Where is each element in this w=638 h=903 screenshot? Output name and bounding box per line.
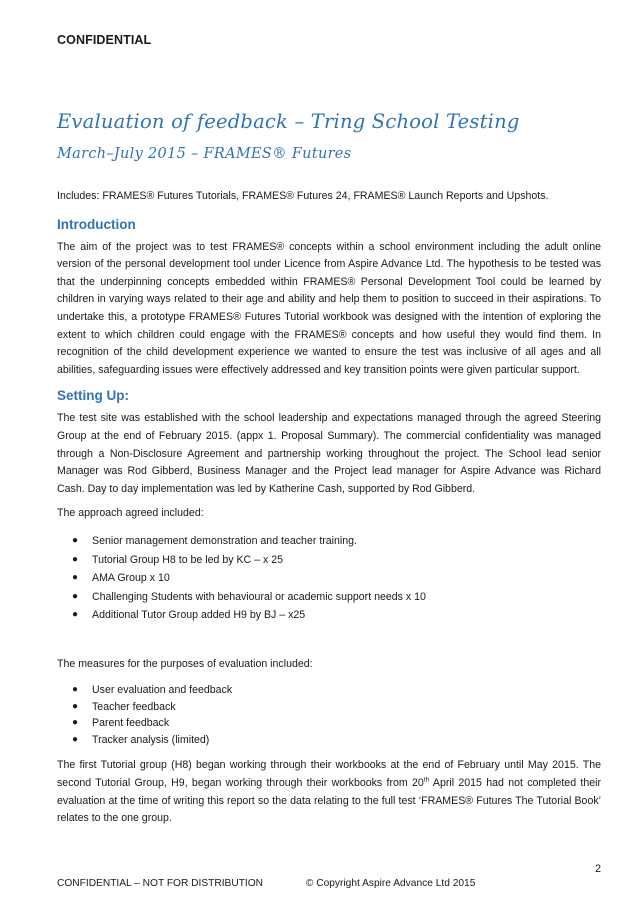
approach-intro: The approach agreed included: (57, 507, 204, 520)
introduction-paragraph: The aim of the project was to test FRAMES® concepts within a school environment including the adult online version of the personal development tool under Licence from Aspire Advance Ltd. The hypothesis to be tested was that the underpinning concepts embedded within FRAMES® Personal Development Tool could be learned by children in varying ways related to their age and ability and help them to position to succeed in their aspirations. To undertake this, a prototype FRAMES® Futures Tutorial workbook was designed with the intention of exploring the extent to which children could engage with the FRAMES® concepts and how useful they would find them. In recognition of the child development experience we wanted to ensure the test was inclusive of all ages and all abilities, safeguarding issues were effectively addressed and key transition points were given particular support. (57, 240, 601, 376)
bullet-icon: ● (72, 733, 79, 745)
bullet-icon: ● (72, 717, 79, 729)
introduction-heading: Introduction (57, 216, 136, 232)
setting-up-heading: Setting Up: (57, 388, 129, 404)
bullet-icon: ● (72, 590, 79, 602)
bullet-icon: ● (72, 553, 79, 565)
closing-paragraph: The first Tutorial group (H8) began working through their workbooks at the end of February until May 2015. The second Tutorial Group, H9, began working through their workbooks from 20th April 2015 had not completed their evaluation at the time of writing this report so the data relating to the full test ‘FRAMES® Futures The Tutorial Book’ relates to the one group. (57, 759, 601, 825)
approach-list (57, 532, 601, 625)
footer-confidential: CONFIDENTIAL – NOT FOR DISTRIBUTION (57, 878, 264, 889)
bullet-icon: ● (72, 572, 79, 584)
list-item: ● Teacher feedback (57, 699, 601, 716)
footer-copyright: © Copyright Aspire Advance Ltd 2015 (305, 878, 476, 889)
document-subtitle: March–July 2015 – FRAMES® Futures (57, 146, 352, 162)
document-body (57, 188, 601, 835)
measures-intro: The measures for the purposes of evaluation included: (57, 657, 313, 670)
setting-up-paragraph: The test site was established with the school leadership and expectations managed through the agreed Steering Group at the end of February 2015. (appx 1. Proposal Summary). The commercial confidentiality was managed through a Non-Disclosure Agreement and partnership working throughout the project. The School lead senior Manager was Rod Gibberd, Business Manager and the Project lead manager for Aspire Advance was Richard Cash. Day to day implementation was led by Katherine Cash, supported by Rod Gibberd. (57, 412, 601, 495)
bullet-icon: ● (72, 684, 79, 696)
list-item: ● AMA Group x 10 (57, 569, 601, 588)
list-item: ● User evaluation and feedback (57, 682, 601, 699)
bullet-icon: ● (72, 609, 79, 621)
spacer (57, 634, 601, 656)
measures-list (57, 682, 601, 748)
page-number: 2 (595, 863, 601, 875)
list-item: ● Senior management demonstration and teacher training. (57, 532, 601, 551)
list-item: ● Additional Tutor Group added H9 by BJ – x25 (57, 606, 601, 625)
bullet-icon: ● (72, 534, 79, 546)
includes-line: Includes: FRAMES® Futures Tutorials, FRAMES® Futures 24, FRAMES® Launch Reports and Upshots. (57, 190, 549, 202)
page-footer (57, 878, 475, 889)
document-page (57, 0, 601, 903)
list-item: ● Parent feedback (57, 715, 601, 732)
confidential-header: CONFIDENTIAL (57, 33, 152, 47)
list-item: ● Tracker analysis (limited) (57, 732, 601, 749)
document-title: Evaluation of feedback – Tring School Testing (57, 110, 520, 133)
bullet-icon: ● (72, 700, 79, 712)
list-item: ● Challenging Students with behavioural or academic support needs x 10 (57, 588, 601, 607)
list-item: ● Tutorial Group H8 to be led by KC – x 25 (57, 551, 601, 570)
